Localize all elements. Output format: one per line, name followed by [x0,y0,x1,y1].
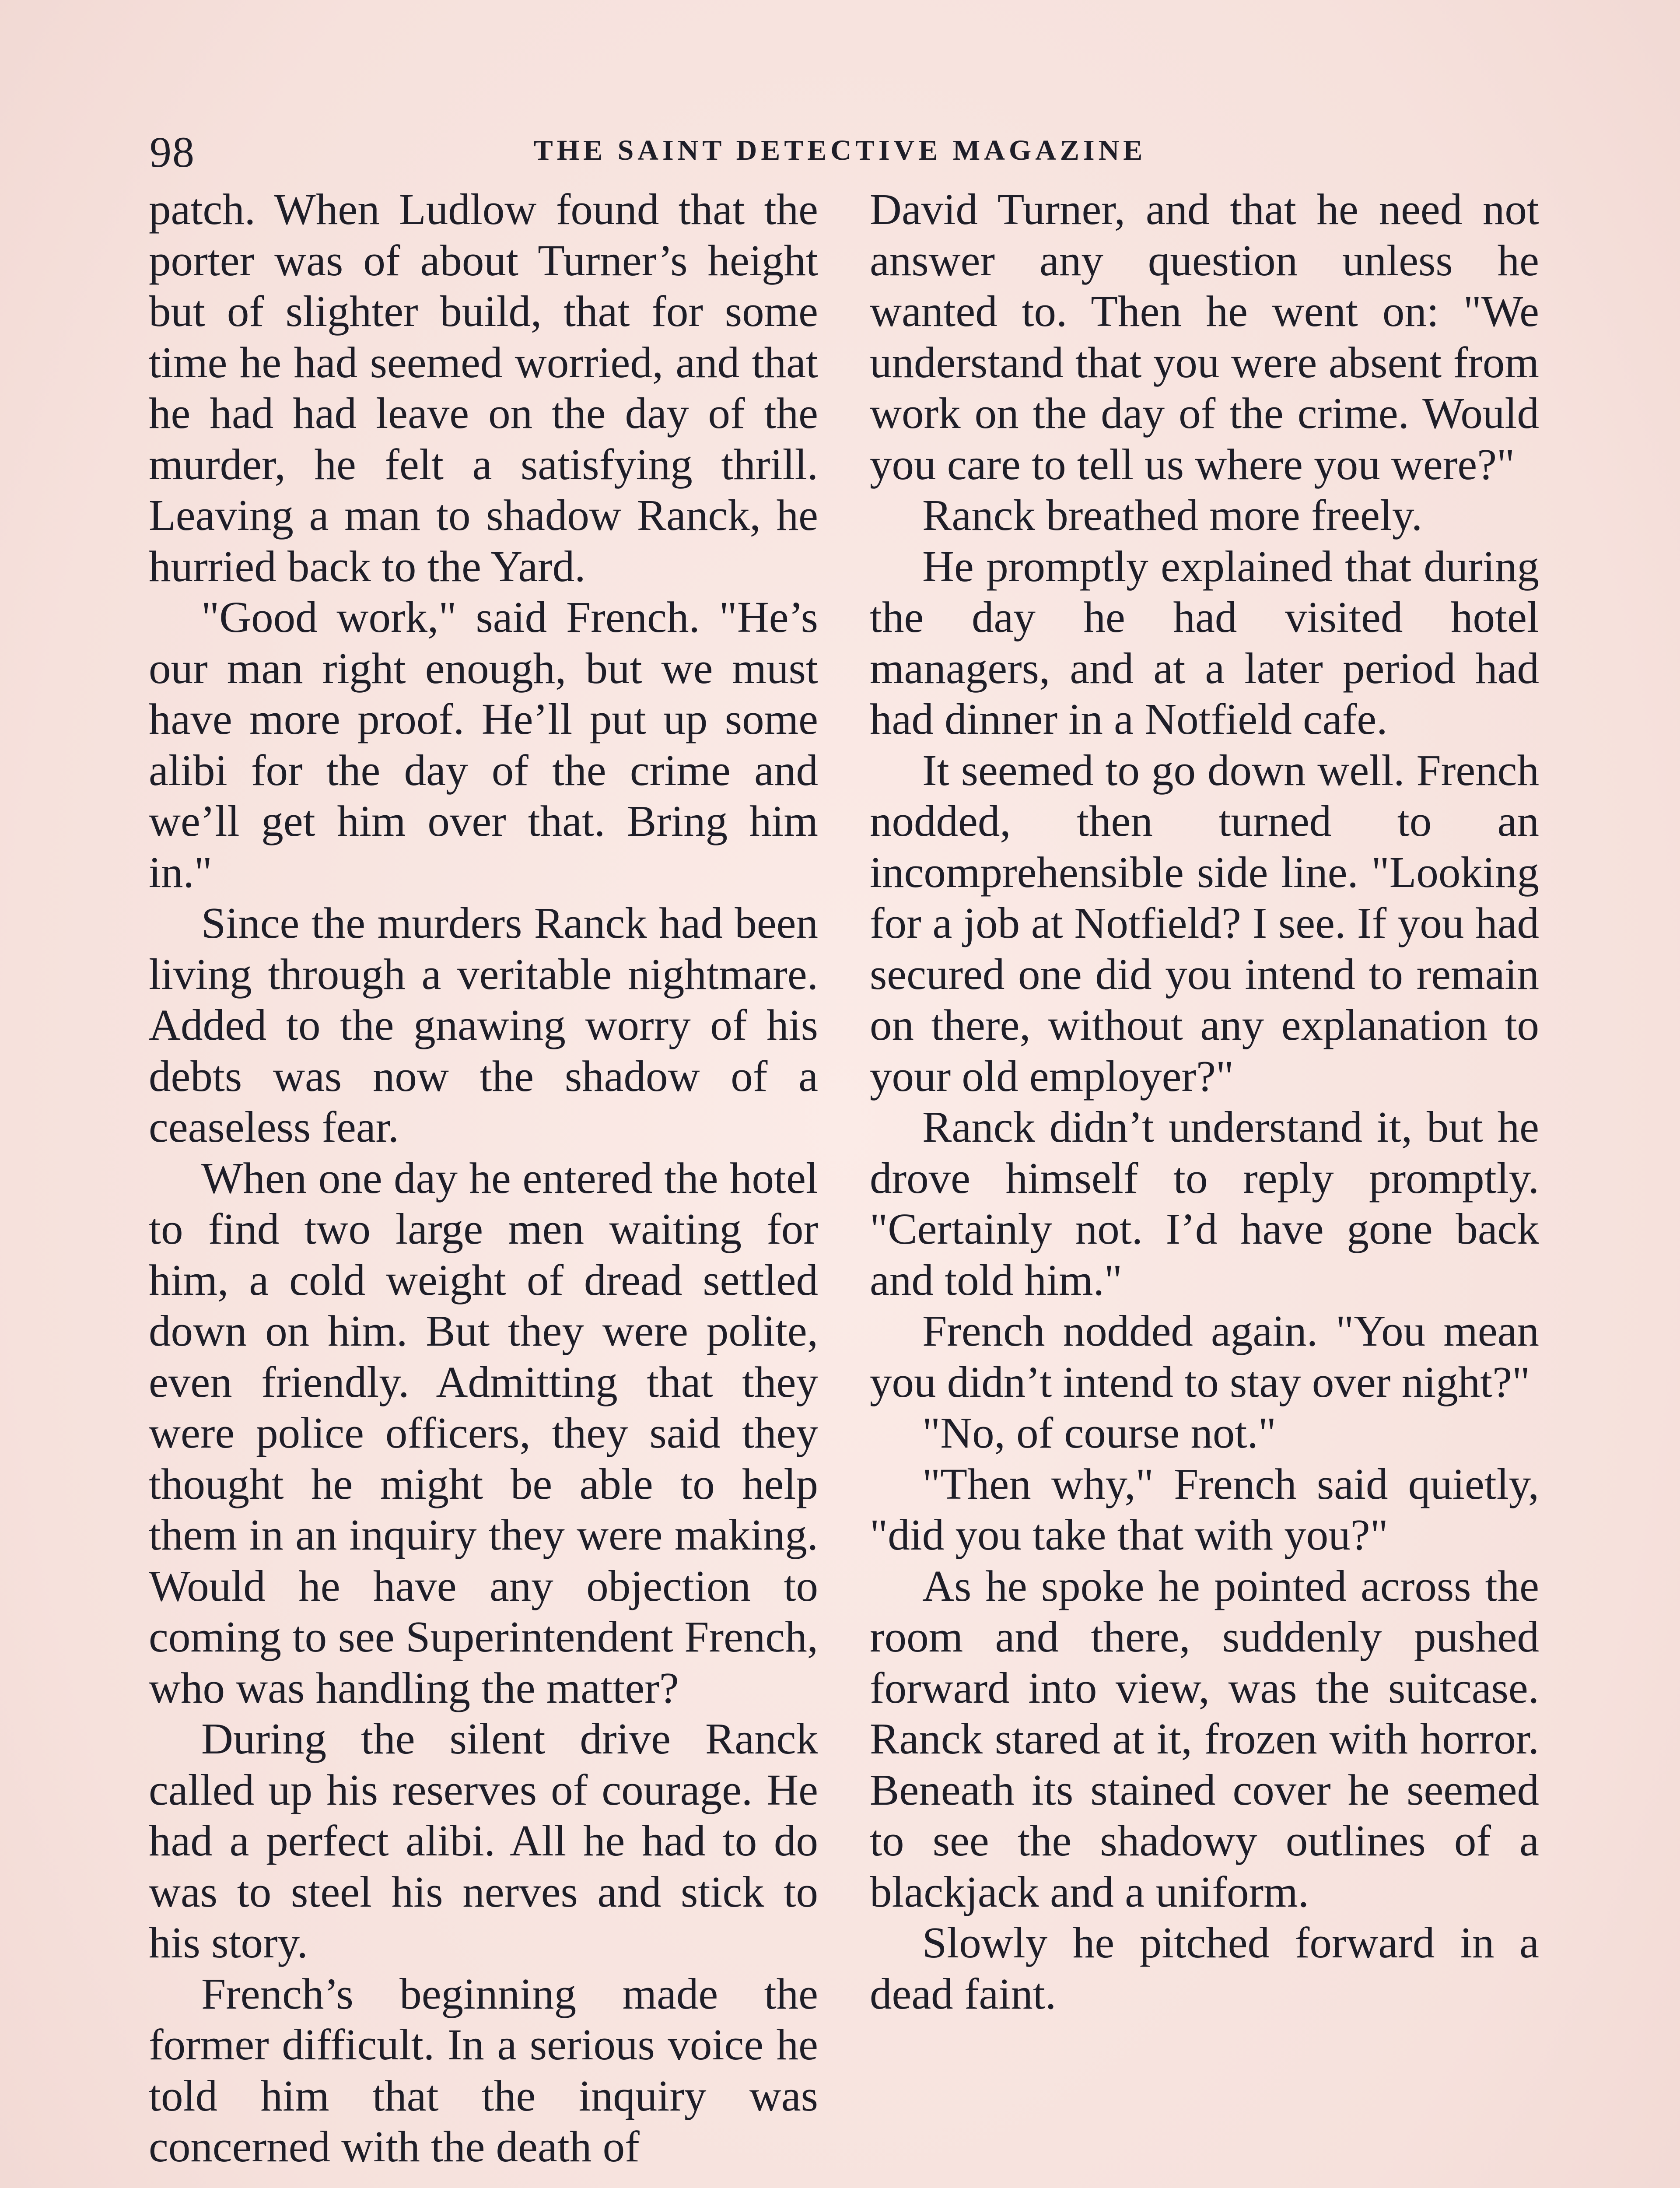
running-head: THE SAINT DETECTIVE MAGAZINE [533,134,1147,166]
right-column [870,184,1539,2019]
left-column [149,184,818,2172]
paragraph: During the silent drive Ranck called up his reserves of courage. He had a perfect alibi. All he had to do was to steel his nerves and stick to his story. [149,1714,818,1967]
page-header [144,123,1536,184]
paragraph: "Then why," French said quietly, "did you take that with you?" [870,1459,1539,1559]
page-number: 98 [150,128,195,176]
paragraph: As he spoke he pointed across the room and there, suddenly pushed forward into view, was the suitcase. Ranck stared at it, frozen with horror. Beneath its stained cover he seemed to see the shadowy outlines of a blackjack and a uniform. [870,1561,1539,1916]
paragraph: "Good work," said French. "He’s our man right enough, but we must have more proof. He’ll put up some alibi for the day of the crime and we’ll get him over that. Bring him in." [149,593,818,897]
paragraph: "No, of course not." [922,1408,1276,1457]
paragraph: French’s beginning made the former difficult. In a serious voice he told him that the inquiry was concerned with the death of [149,1969,818,2171]
paragraph: French nodded again. "You mean you didn’t intend to stay over night?" [870,1306,1539,1406]
paragraph: Since the murders Ranck had been living through a veritable nightmare. Added to the gnawing worry of his debts was now the shadow of a ceaseless fear. [149,898,818,1151]
paragraph: David Turner, and that he need not answer any question unless he wanted to. Then he went on: "We understand that you were absent from work on the day of the crime. Would you care to tell us where you were?" [870,185,1539,489]
paragraph: Slowly he pitched forward in a dead faint. [870,1918,1539,2018]
paragraph: It seemed to go down well. French nodded, then turned to an incomprehensible side line. "Looking for a job at Notfield? I see. If you had secured one did you intend to remain on there, without any explanation to your old employer?" [870,745,1539,1101]
paragraph: He promptly explained that during the day he had visited hotel managers, and at a later period had had dinner in a Notfield cafe. [870,541,1539,743]
paragraph: patch. When Ludlow found that the porter was of about Turner’s height but of slighter build, that for some time he had seemed worried, and that he had had leave on the day of the murder, he felt a satisfying thrill. Leaving a man to shadow Ranck, he hurried back to the Yard. [149,185,818,591]
paragraph: Ranck breathed more freely. [922,491,1423,540]
paragraph: Ranck didn’t understand it, but he drove himself to reply promptly. "Certainly not. I’d have gone back and told him." [870,1102,1539,1304]
paragraph: When one day he entered the hotel to find two large men waiting for him, a cold weight of dread settled down on him. But they were polite, even friendly. Admitting that they were police officers, they said they thought he might be able to help them in an inquiry they were making. Would he have any objection to coming to see Superintendent French, who was handling the matter? [149,1153,818,1712]
